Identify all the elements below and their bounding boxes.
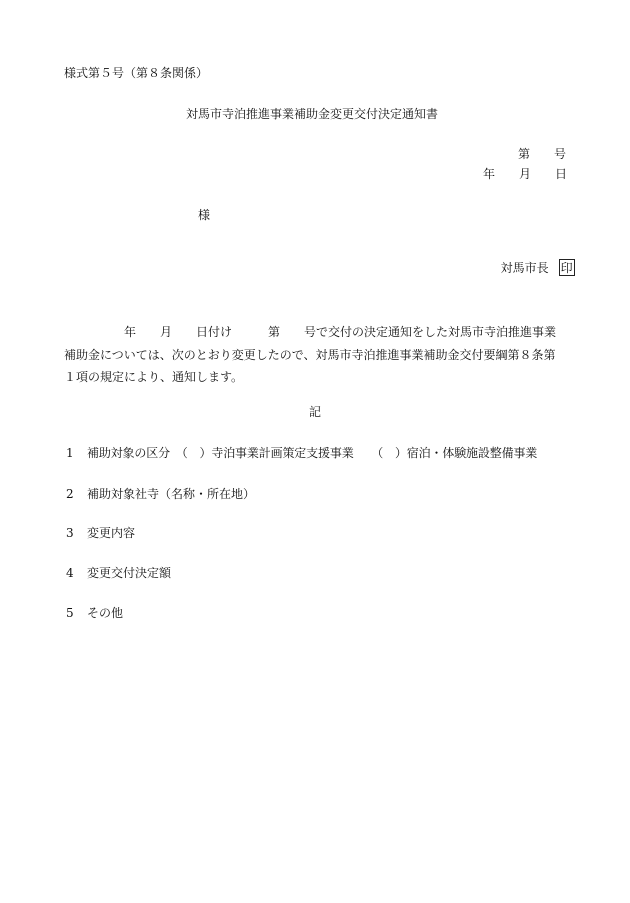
item-text: その他 [87, 606, 124, 620]
ki-heading: 記 [309, 405, 322, 419]
body-line: 補助金については、次のとおり変更したので、対馬市寺泊推進事業補助金交付要綱第８条第 [64, 347, 556, 362]
body-line: １項の規定により、通知します。 [64, 370, 244, 384]
item-number: 4 [66, 566, 74, 580]
body-line: 年 月 日付け 第 号で交付の決定通知をした対馬市寺泊推進事業 [64, 325, 557, 339]
item-text: 補助対象の区分 （ ）寺泊事業計画策定支援事業 （ ）宿泊・体験施設整備事業 [87, 446, 538, 460]
item-text: 補助対象社寺（名称・所在地） [87, 487, 256, 501]
body-paragraph [64, 321, 570, 389]
document-date: 年 月 日 [483, 167, 568, 181]
item-number: 3 [66, 526, 74, 540]
addressee-suffix: 様 [198, 208, 211, 222]
issuer-block [493, 247, 575, 276]
item-text: 変更交付決定額 [87, 566, 172, 580]
item-text: 変更内容 [87, 526, 136, 540]
form-label: 様式第５号（第８条関係） [64, 66, 209, 80]
issuer-name: 対馬市長 [500, 261, 549, 275]
document-number: 第 号 [518, 147, 567, 161]
seal-mark: 印 [560, 261, 573, 275]
item-number: 5 [66, 606, 74, 620]
item-number: 1 [66, 446, 74, 460]
item-number: 2 [66, 487, 74, 501]
document-title: 対馬市寺泊推進事業補助金変更交付決定通知書 [186, 107, 439, 121]
